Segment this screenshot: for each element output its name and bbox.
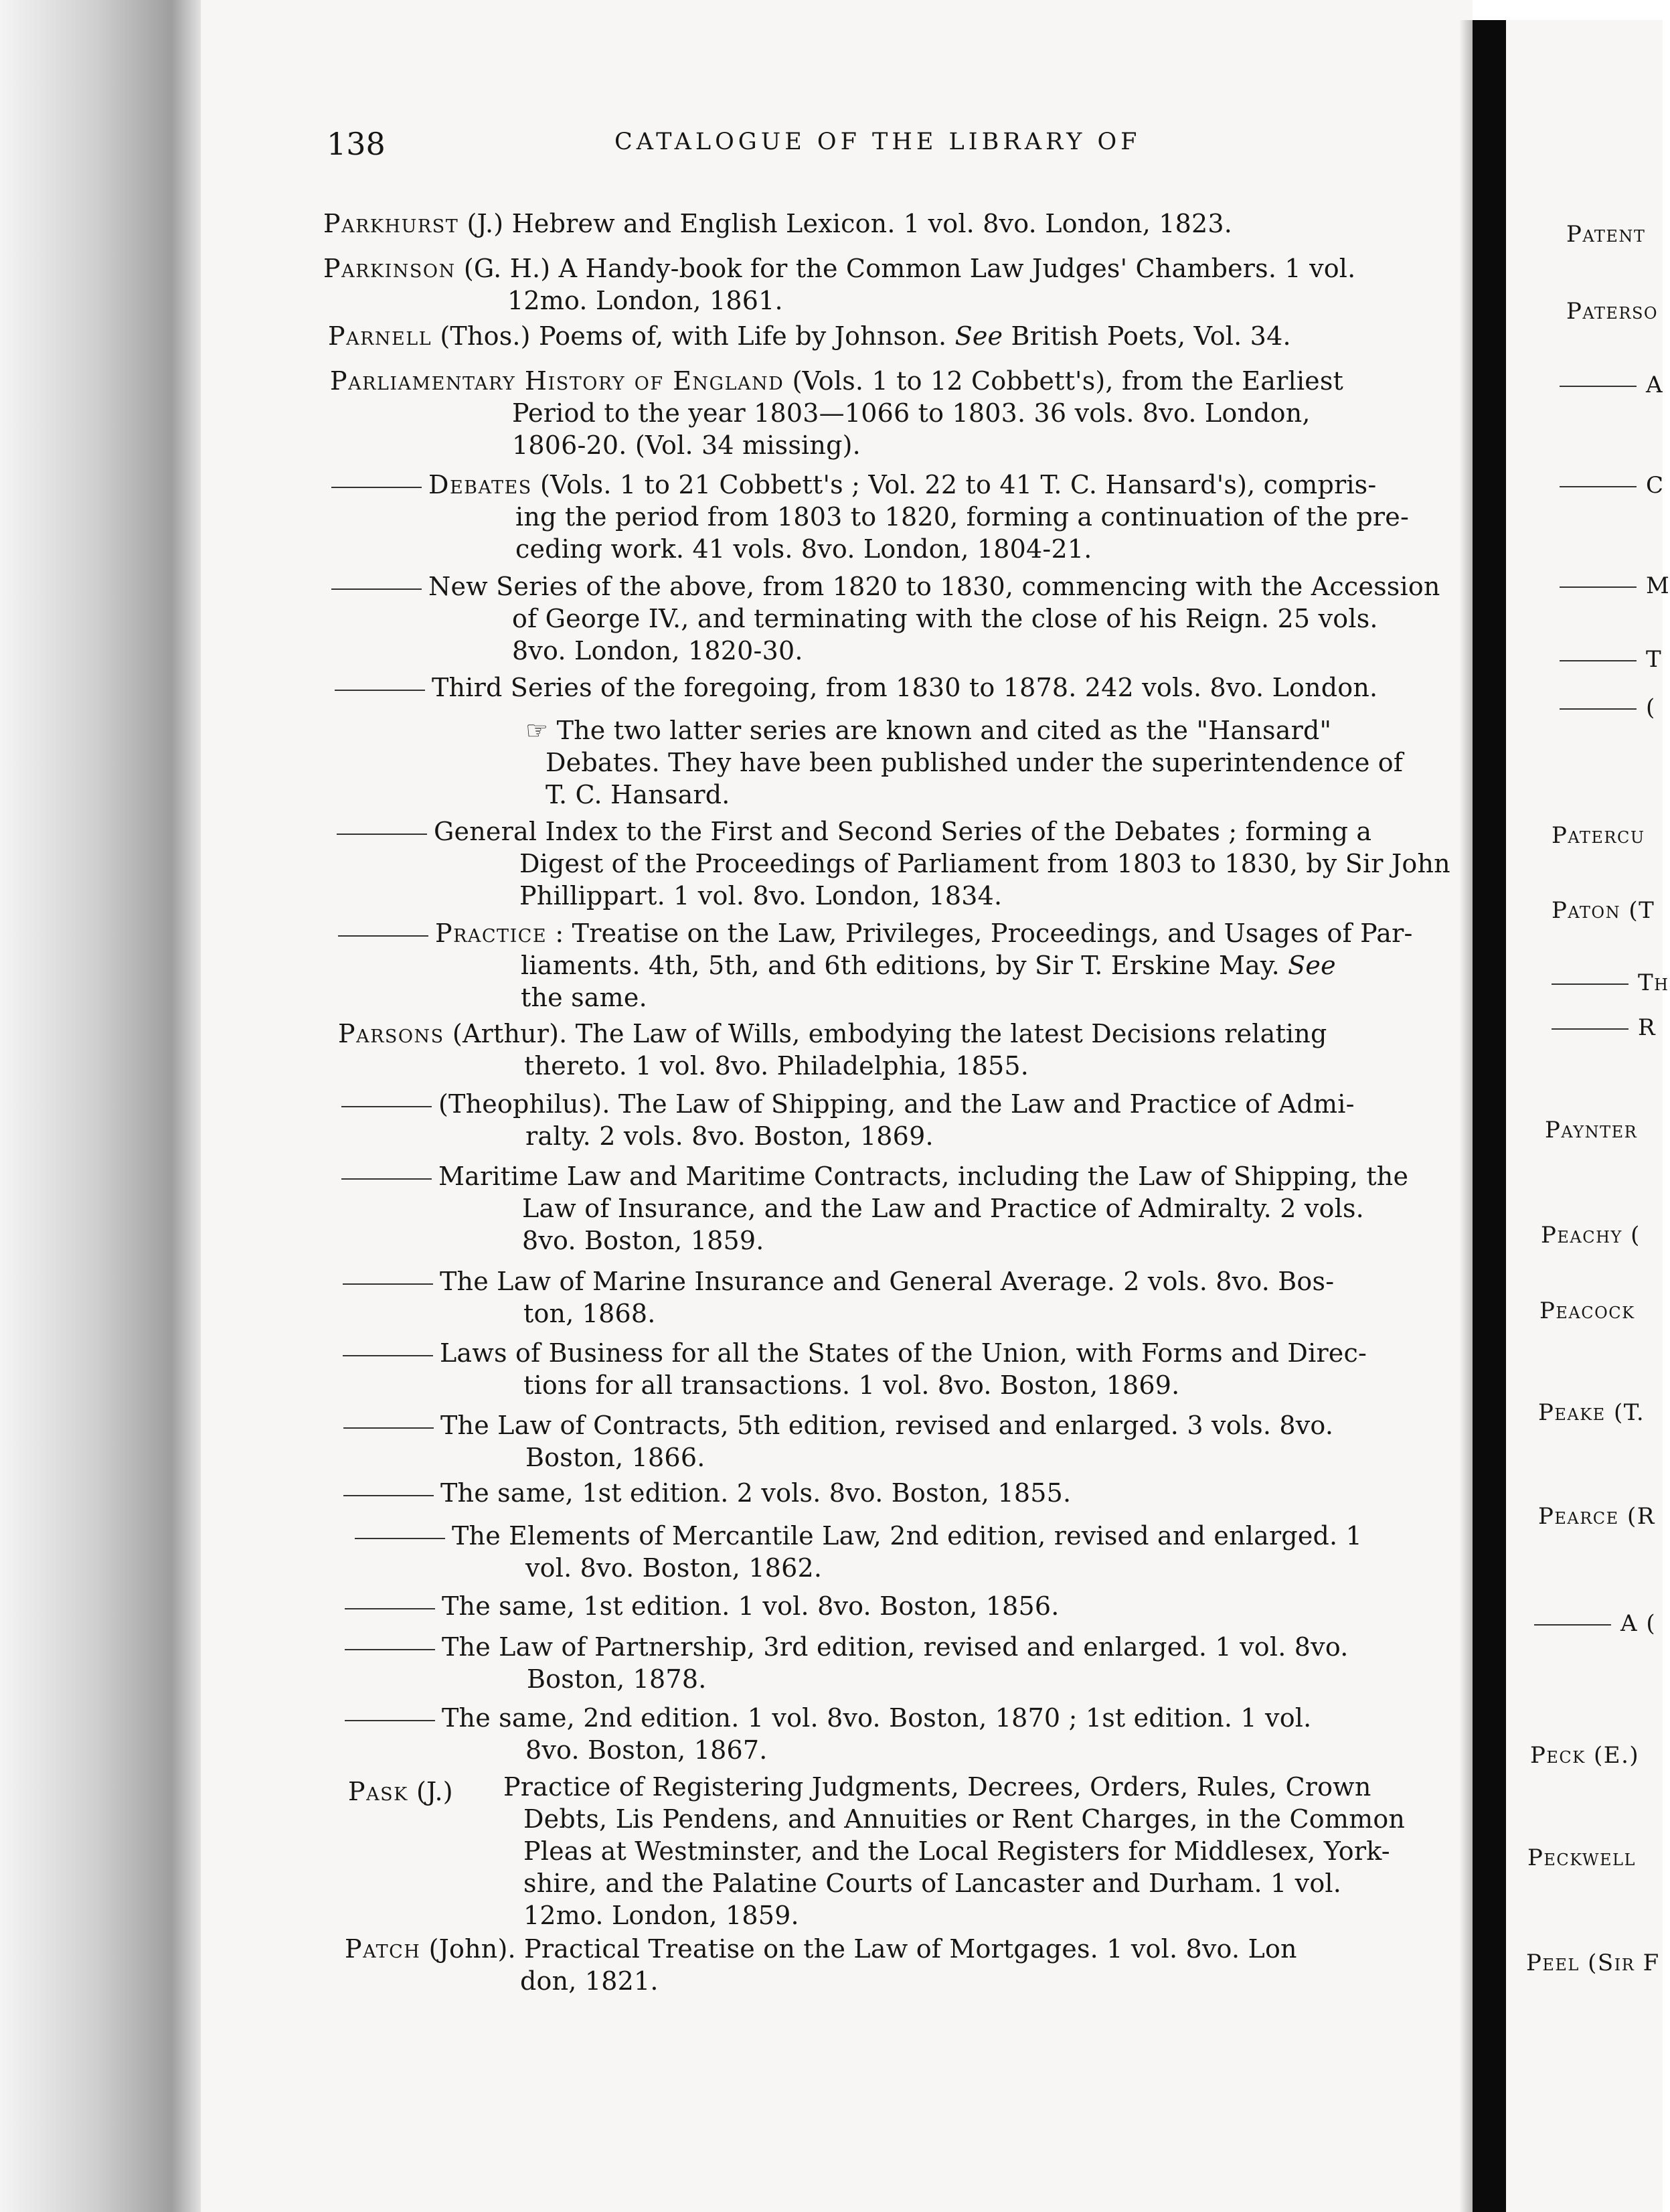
entry-text: Third Series of the foregoing, from 1830 to 1878. 242 vols. 8vo. London.: [432, 673, 1378, 702]
entry-text: (John). Practical Treatise on the Law of Mortgages. 1 vol. 8vo. Lon: [420, 1934, 1297, 1964]
entry-parkhurst: [323, 208, 1232, 240]
entry-pask: [348, 1775, 453, 1808]
entry-text: Phillippart. 1 vol. 8vo. London, 1834.: [519, 881, 1003, 911]
entry-theophilus: [341, 1088, 1355, 1152]
entry-text: Digest of the Proceedings of Parliament from 1803 to 1830, by Sir John: [519, 849, 1450, 878]
entry-text: Debts, Lis Pendens, and Annuities or Rent Charges, in the Common: [523, 1804, 1406, 1834]
entry-text: Laws of Business for all the States of the Union, with Forms and Direc-: [440, 1338, 1367, 1368]
entry-practice: [338, 917, 1413, 1014]
entry-maritime: [341, 1160, 1408, 1257]
entry-text: (Vols. 1 to 21 Cobbett's ; Vol. 22 to 41 T. C. Hansard's), compris-: [531, 470, 1377, 499]
entry-text: : Treatise on the Law, Privileges, Proceedings, and Usages of Par-: [547, 919, 1413, 948]
entry-text: ralty. 2 vols. 8vo. Boston, 1869.: [525, 1121, 934, 1151]
right-page-text: C: [1646, 472, 1665, 499]
entry-text: Law of Insurance, and the Law and Practice of Admiralty. 2 vols.: [522, 1194, 1364, 1223]
ditto-dash: [345, 1608, 435, 1609]
entry-text: (Theophilus). The Law of Shipping, and the Law and Practice of Admi-: [438, 1089, 1355, 1119]
entry-text: vol. 8vo. Boston, 1862.: [525, 1553, 823, 1583]
right-page-entry: Paton (T: [1552, 897, 1655, 924]
entry-third-series: [335, 672, 1377, 704]
right-page-entry: [1552, 969, 1669, 996]
entry-text: Maritime Law and Maritime Contracts, including the Law of Shipping, the: [438, 1162, 1409, 1191]
ditto-dash: [335, 690, 425, 691]
left-page-edge-shadow: [0, 0, 214, 2212]
entry-parliamentary-history: [330, 365, 1343, 461]
entry-text: ton, 1868.: [523, 1299, 656, 1328]
entry-parsons-arthur: [338, 1018, 1327, 1082]
entry-text: ing the period from 1803 to 1820, forming a continuation of the pre-: [515, 502, 1410, 532]
entry-text: (Arthur). The Law of Wills, embodying the latest Decisions relating: [444, 1019, 1327, 1048]
entry-text: of George IV., and terminating with the close of his Reign. 25 vols.: [512, 604, 1378, 633]
entry-text: General Index to the First and Second Series of the Debates ; forming a: [434, 817, 1372, 846]
author-name: Parnell: [328, 321, 432, 351]
right-page-entry: Paterso: [1566, 298, 1659, 325]
entry-text: The Law of Marine Insurance and General Average. 2 vols. 8vo. Bos-: [440, 1267, 1335, 1296]
ditto-dash: [1560, 586, 1637, 588]
entry-text: The same, 1st edition. 2 vols. 8vo. Boston, 1855.: [440, 1478, 1072, 1508]
entry-parnell: [328, 320, 1291, 352]
entry-mercantile-1st: [345, 1590, 1060, 1622]
entry-text: British Poets, Vol. 34.: [1003, 321, 1291, 351]
entry-laws-of-business: [343, 1337, 1367, 1401]
entry-text: 12mo. London, 1859.: [523, 1901, 799, 1930]
author-name: Pask: [348, 1777, 408, 1806]
right-page-entry: Patent: [1566, 221, 1646, 248]
author-name: Parsons: [338, 1019, 444, 1048]
right-page-entry: [1534, 1610, 1656, 1637]
ditto-dash: [343, 1355, 433, 1356]
right-page-entry: Peckwell: [1527, 1844, 1636, 1871]
entry-text: (G. H.) A Handy-book for the Common Law Judges' Chambers. 1 vol.: [455, 254, 1356, 283]
author-initials: (J.): [408, 1777, 453, 1806]
pointing-hand-icon: ☞: [525, 716, 549, 745]
right-page-text: M: [1646, 572, 1670, 599]
entry-general-index: [337, 815, 1450, 912]
entry-text: 1806-20. (Vol. 34 missing).: [512, 430, 861, 460]
right-page-entry: Pearce (R: [1538, 1503, 1655, 1530]
entry-new-series: [331, 570, 1440, 667]
right-page-entry: Peake (T.: [1538, 1399, 1645, 1426]
entry-text: thereto. 1 vol. 8vo. Philadelphia, 1855.: [524, 1051, 1029, 1081]
ditto-dash: [355, 1538, 445, 1539]
ditto-dash: [1560, 660, 1637, 661]
entry-text: 12mo. London, 1861.: [507, 286, 783, 315]
entry-partnership: [345, 1631, 1349, 1695]
entry-marine-insurance: [343, 1265, 1334, 1330]
entry-parkinson: [323, 252, 1355, 317]
running-title: CATALOGUE OF THE LIBRARY OF: [614, 129, 1141, 155]
right-page-text: R: [1638, 1014, 1657, 1041]
note-text: Debates. They have been published under the superintendence of: [546, 748, 1404, 777]
author-name: Patch: [345, 1934, 421, 1964]
ditto-dash: [337, 834, 427, 835]
ditto-dash: [331, 487, 422, 488]
right-page-entry: Peck (E.): [1530, 1742, 1640, 1769]
right-page-entry: Peachy (: [1541, 1222, 1641, 1249]
entry-mercantile: [355, 1520, 1362, 1584]
entry-text: the same.: [521, 983, 647, 1012]
right-page-entry: [1560, 646, 1662, 673]
entry-label: Debates: [428, 470, 532, 499]
entry-text: Boston, 1878.: [527, 1664, 707, 1694]
ditto-dash: [1560, 386, 1637, 387]
entry-contracts-1st: [343, 1477, 1071, 1509]
right-page-text: T: [1646, 646, 1663, 673]
right-page-entry: [1560, 472, 1665, 499]
right-page-entry: Peacock: [1539, 1297, 1635, 1324]
ditto-dash: [341, 1106, 432, 1107]
entry-text: ceding work. 41 vols. 8vo. London, 1804-21.: [515, 534, 1092, 564]
entry-text: Pleas at Westminster, and the Local Registers for Middlesex, York-: [523, 1836, 1390, 1866]
entry-text: 8vo. London, 1820-30.: [512, 636, 803, 665]
entry-label: Practice: [435, 919, 548, 948]
entry-text: shire, and the Palatine Courts of Lancaster and Durham. 1 vol.: [523, 1869, 1342, 1898]
hansard-note: [525, 714, 1403, 811]
entry-pask-text: [503, 1771, 1405, 1931]
entry-text: 8vo. Boston, 1867.: [525, 1735, 768, 1765]
author-name: Parkinson: [323, 254, 456, 283]
ditto-dash: [331, 588, 422, 590]
entry-text: (J.) Hebrew and English Lexicon. 1 vol. 8vo. London, 1823.: [458, 209, 1233, 238]
entry-text: don, 1821.: [520, 1966, 659, 1996]
entry-patch: [345, 1933, 1297, 1997]
ditto-dash: [343, 1283, 433, 1285]
ditto-dash: [343, 1427, 434, 1429]
gutter-shadow: [1459, 20, 1474, 2212]
right-page-text: Th: [1638, 969, 1669, 996]
ditto-dash: [338, 935, 428, 937]
ditto-dash: [343, 1495, 434, 1496]
note-text: The two latter series are known and cited as the "Hansard": [556, 716, 1332, 745]
entry-text: Boston, 1866.: [525, 1443, 705, 1472]
entry-text: (Thos.) Poems of, with Life by Johnson.: [432, 321, 955, 351]
right-page-entry: [1560, 572, 1670, 599]
see-reference: See: [1288, 951, 1336, 980]
entry-text: The Law of Partnership, 3rd edition, revised and enlarged. 1 vol. 8vo.: [442, 1632, 1349, 1662]
entry-text: The same, 2nd edition. 1 vol. 8vo. Boston, 1870 ; 1st edition. 1 vol.: [442, 1703, 1312, 1733]
right-page-text: A: [1646, 372, 1664, 398]
entry-text: The Law of Contracts, 5th edition, revised and enlarged. 3 vols. 8vo.: [440, 1411, 1334, 1440]
author-name: Parkhurst: [323, 209, 459, 238]
entry-text: liaments. 4th, 5th, and 6th editions, by Sir T. Erskine May.: [521, 951, 1288, 980]
entry-text: Period to the year 1803—1066 to 1803. 36 vols. 8vo. London,: [512, 398, 1311, 428]
entry-contracts: [343, 1409, 1333, 1474]
ditto-dash: [345, 1720, 435, 1721]
entry-text: New Series of the above, from 1820 to 1830, commencing with the Accession: [428, 572, 1440, 601]
right-page: [1506, 20, 1663, 2212]
right-page-entry: Peel (Sir F: [1526, 1950, 1660, 1976]
right-page-entry: [1552, 1014, 1656, 1041]
entry-text: The Elements of Mercantile Law, 2nd edition, revised and enlarged. 1: [452, 1521, 1362, 1551]
entry-debates: [331, 469, 1409, 565]
author-name: Parliamentary History of England: [330, 366, 784, 396]
entry-text: The same, 1st edition. 1 vol. 8vo. Boston, 1856.: [442, 1591, 1060, 1621]
right-page-entry: Paynter: [1545, 1117, 1638, 1143]
note-text: T. C. Hansard.: [546, 780, 730, 809]
ditto-dash: [1534, 1624, 1611, 1626]
ditto-dash: [1552, 1028, 1629, 1030]
right-page-entry: [1560, 694, 1656, 721]
right-page-text: A (: [1620, 1610, 1657, 1637]
right-page-entry: Patercu: [1552, 822, 1645, 849]
ditto-dash: [345, 1649, 435, 1650]
entry-partnership-2nd: [345, 1702, 1311, 1766]
ditto-dash: [1552, 983, 1629, 985]
entry-text: 8vo. Boston, 1859.: [522, 1226, 764, 1255]
page-number: 138: [327, 126, 386, 162]
entry-text: tions for all transactions. 1 vol. 8vo. Boston, 1869.: [523, 1370, 1180, 1400]
right-page-text: (: [1646, 694, 1656, 721]
entry-text: (Vols. 1 to 12 Cobbett's), from the Earliest: [784, 366, 1344, 396]
ditto-dash: [341, 1178, 432, 1180]
right-page-entry: [1560, 372, 1663, 398]
see-reference: See: [954, 321, 1003, 351]
ditto-dash: [1560, 486, 1637, 487]
entry-text: Practice of Registering Judgments, Decrees, Orders, Rules, Crown: [503, 1772, 1371, 1802]
ditto-dash: [1560, 708, 1637, 710]
book-spine: [1473, 20, 1506, 2212]
